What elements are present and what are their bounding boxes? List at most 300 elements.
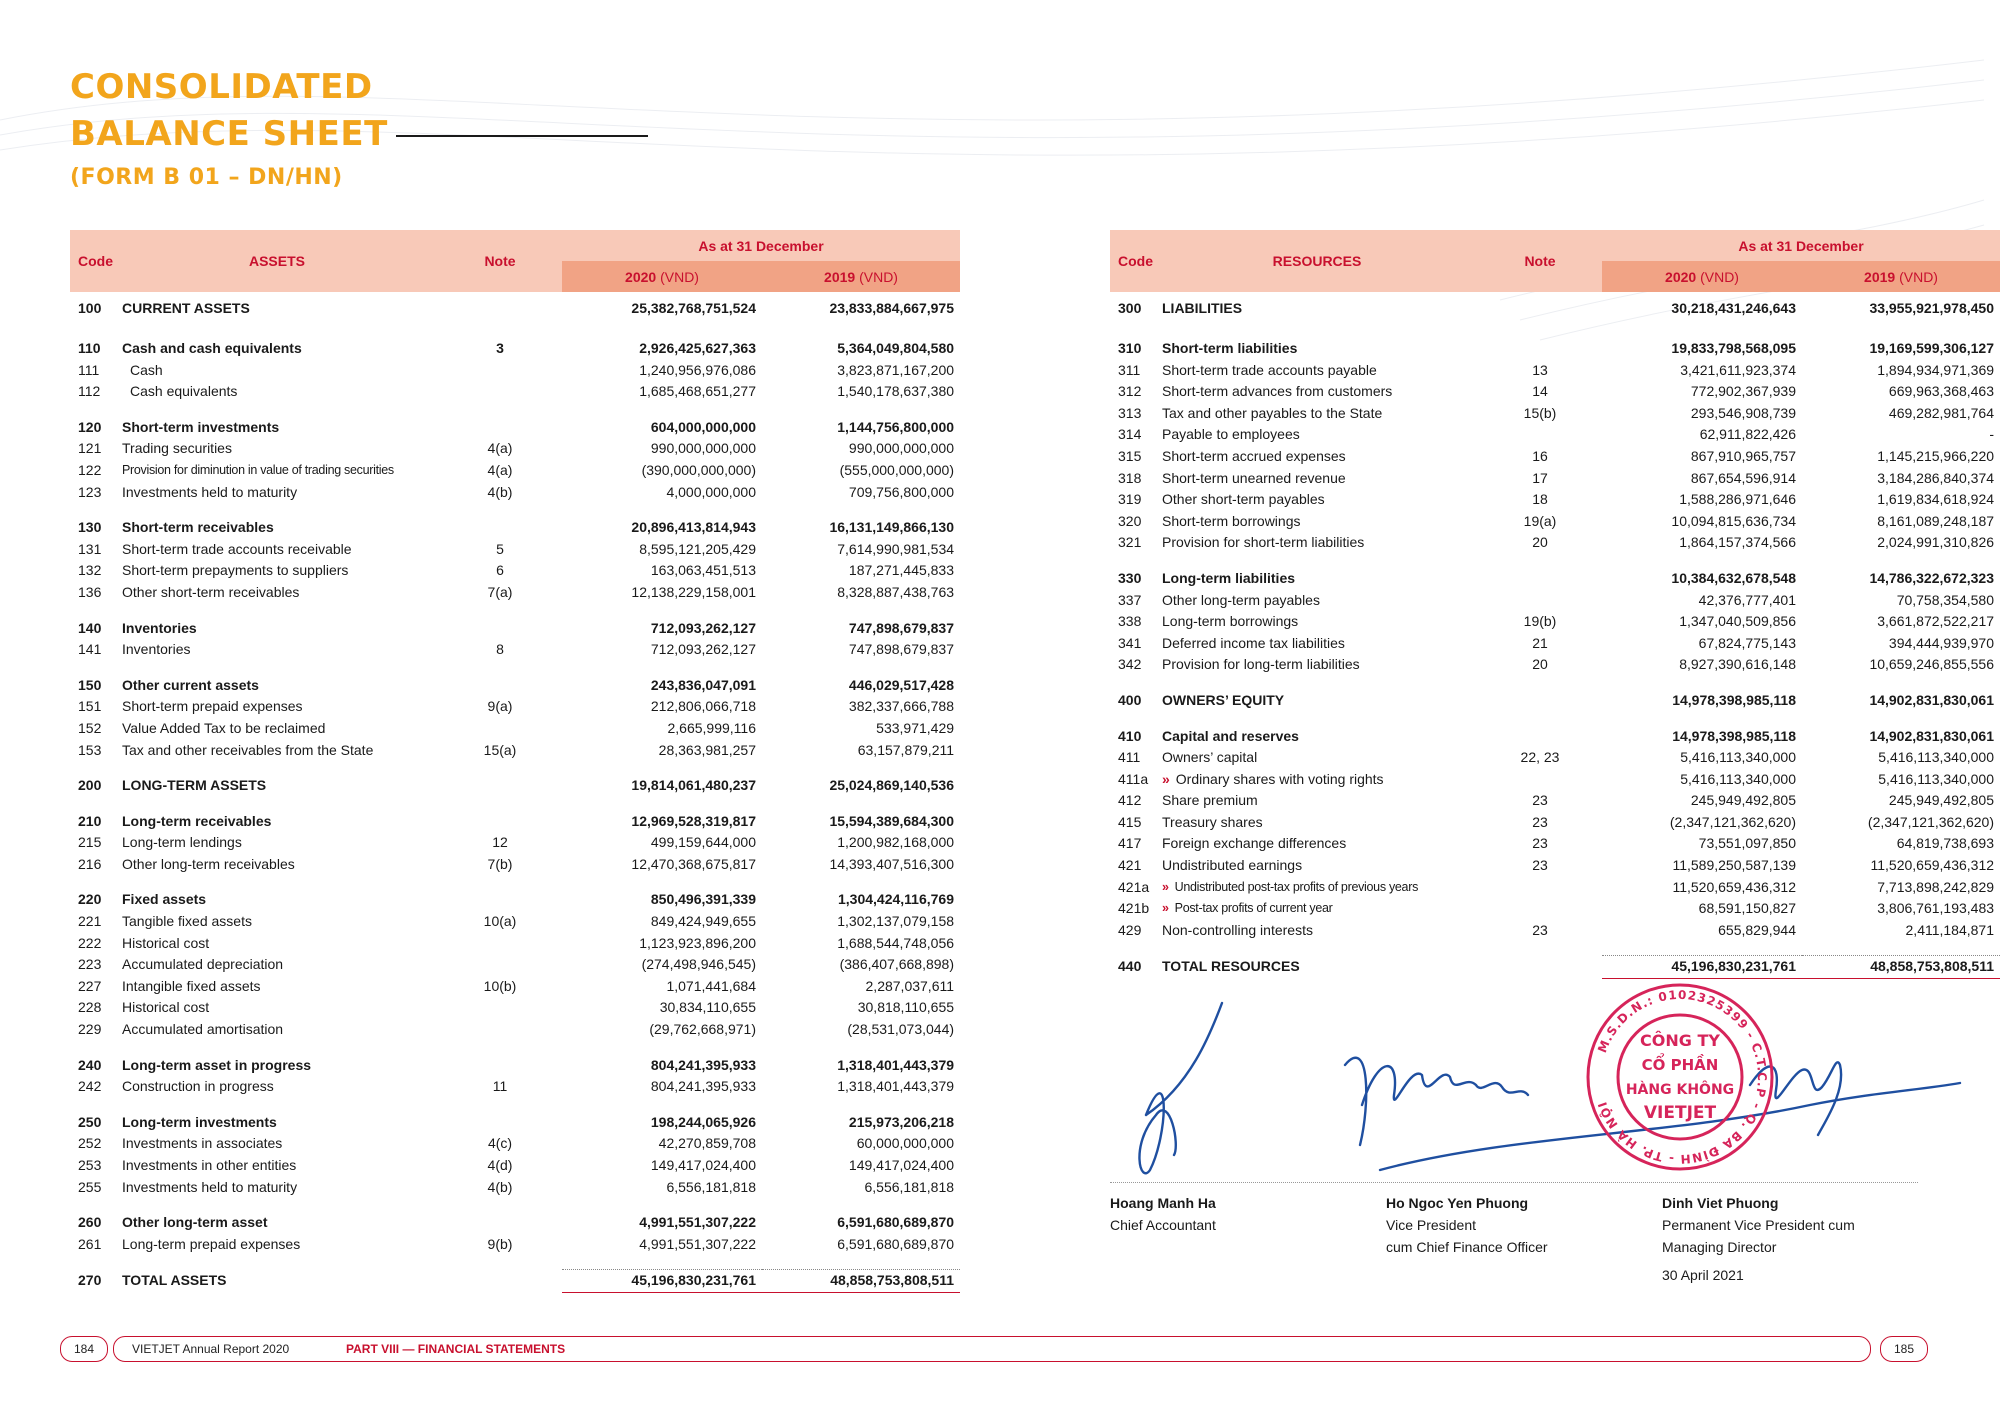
value-2019: 15,594,389,684,300	[829, 812, 955, 829]
row-label: Payable to employees	[1162, 426, 1300, 443]
row-note: 23	[1532, 835, 1548, 852]
row-spacer	[70, 761, 960, 775]
row-code: 410	[1118, 727, 1142, 744]
row-note	[1478, 898, 1602, 920]
row-spacer	[70, 661, 960, 675]
table-row	[70, 832, 960, 854]
row-code: 313	[1118, 404, 1142, 421]
row-label: Foreign exchange differences	[1162, 835, 1347, 852]
title-form-code: (FORM B 01 – DN/HN)	[70, 165, 343, 190]
row-note: 13	[1532, 361, 1548, 378]
value-2020: 8,595,121,205,429	[639, 540, 756, 557]
row-spacer	[70, 1098, 960, 1112]
value-2019: 3,823,871,167,200	[837, 361, 955, 378]
row-code: 141	[78, 641, 102, 658]
row-code: 411	[1118, 749, 1141, 766]
value-2020: 11,589,250,587,139	[1672, 857, 1796, 874]
value-2019: 394,444,939,970	[1888, 634, 1995, 651]
row-code: 223	[78, 956, 102, 973]
table-row-subtotal	[70, 1270, 960, 1293]
row-code: 440	[1118, 958, 1142, 975]
table-row	[1110, 532, 2000, 554]
row-note: 4(d)	[487, 1157, 513, 1173]
value-2020: 712,093,262,127	[650, 641, 756, 658]
table-row-subtotal	[1110, 726, 2000, 748]
table-row	[70, 381, 960, 403]
row-note: 19(a)	[1523, 512, 1557, 529]
value-2019: 23,833,884,667,975	[829, 300, 955, 316]
value-2019: 245,949,492,805	[1888, 792, 1995, 809]
row-code: 315	[1118, 447, 1142, 464]
row-note	[438, 718, 562, 740]
table-row	[70, 954, 960, 976]
row-note: 18	[1532, 491, 1548, 508]
value-2019: 6,591,680,689,870	[837, 1235, 955, 1252]
value-2020: 1,685,468,651,277	[639, 383, 756, 400]
signatory-role: Chief Accountant	[1110, 1217, 1216, 1233]
value-2019: 1,318,401,443,379	[837, 1056, 955, 1073]
table-row-subtotal	[70, 811, 960, 833]
row-label: Intangible fixed assets	[122, 977, 261, 994]
row-label: Other current assets	[122, 676, 259, 693]
value-2019: 747,898,679,837	[848, 641, 955, 658]
row-note	[438, 1019, 562, 1041]
row-label: Short-term advances from customers	[1162, 383, 1393, 400]
row-code: 312	[1118, 383, 1142, 400]
header-year-2019: 2019 (VND)	[1802, 261, 2000, 292]
value-2019: 1,304,424,116,769	[838, 891, 955, 908]
row-label: Short-term investments	[122, 418, 280, 435]
table-row	[70, 1076, 960, 1098]
value-2020: 14,978,398,985,118	[1672, 727, 1796, 744]
row-label: Long-term receivables	[122, 812, 272, 829]
value-2019: 63,157,879,211	[857, 741, 955, 758]
table-row	[70, 438, 960, 460]
row-label: Other long-term payables	[1162, 591, 1320, 608]
row-label: Cash	[130, 361, 163, 378]
row-code: 227	[78, 977, 102, 994]
row-label: Short-term receivables	[122, 519, 274, 536]
row-label: Deferred income tax liabilities	[1162, 634, 1345, 651]
row-label: » Undistributed post-tax profits of previous years	[1162, 879, 1419, 894]
value-2019: 10,659,246,855,556	[1869, 656, 1995, 673]
row-note: 10(b)	[483, 977, 517, 994]
row-code: 221	[78, 913, 102, 930]
row-code: 110	[78, 340, 101, 356]
row-label: Other short-term payables	[1162, 491, 1325, 508]
row-label: Long-term borrowings	[1162, 613, 1299, 630]
assets-table	[70, 230, 960, 1293]
value-2020: 12,969,528,319,817	[631, 812, 756, 829]
value-2019: 1,619,834,618,924	[1877, 491, 1995, 508]
row-code: 417	[1118, 835, 1142, 852]
header-year-2019: 2019 (VND)	[762, 261, 960, 292]
value-2020: 1,240,956,976,086	[639, 361, 756, 378]
value-2019: 149,417,024,400	[848, 1157, 955, 1173]
value-2019: 14,902,831,830,061	[1869, 727, 1995, 744]
row-note	[438, 292, 562, 324]
row-label: Short-term prepaid expenses	[122, 698, 303, 715]
row-note	[438, 933, 562, 955]
value-2019: 187,271,445,833	[848, 562, 955, 579]
value-2019: 709,756,800,000	[848, 483, 955, 500]
value-2020: 14,978,398,985,118	[1672, 691, 1796, 708]
value-2020: 8,927,390,616,148	[1679, 656, 1796, 673]
value-2019: 5,416,113,340,000	[1878, 770, 1995, 787]
row-code: 261	[78, 1235, 102, 1252]
value-2019: -	[1989, 426, 1995, 443]
row-code: 252	[78, 1135, 102, 1152]
row-code: 152	[78, 719, 102, 736]
table-row	[1110, 381, 2000, 403]
row-code: 421a	[1118, 878, 1150, 895]
value-2020: 1,588,286,971,646	[1679, 491, 1796, 508]
table-row	[1110, 877, 2000, 899]
value-2019: 2,287,037,611	[865, 977, 955, 994]
row-note: 21	[1532, 634, 1548, 651]
value-2019: 48,858,753,808,511	[762, 1270, 960, 1293]
row-label: Short-term prepayments to suppliers	[122, 562, 349, 579]
value-2020: 1,347,040,509,856	[1679, 613, 1796, 630]
value-2020: 5,416,113,340,000	[1680, 749, 1796, 766]
table-row-subtotal	[70, 1112, 960, 1134]
row-code: 229	[78, 1021, 102, 1038]
table-row	[1110, 920, 2000, 942]
table-row	[70, 560, 960, 582]
value-2020: 499,159,644,000	[650, 834, 756, 851]
value-2019: 3,661,872,522,217	[1877, 613, 1995, 630]
table-row	[70, 911, 960, 933]
row-code: 220	[78, 891, 102, 908]
table-row	[1110, 633, 2000, 655]
value-2019: 6,591,680,689,870	[837, 1214, 955, 1231]
table-row	[70, 460, 960, 482]
row-label: Short-term trade accounts payable	[1162, 361, 1377, 378]
row-note	[438, 1055, 562, 1077]
row-note	[438, 360, 562, 382]
value-2019: 64,819,738,693	[1896, 835, 1995, 852]
bullet-arrow-icon: »	[1162, 770, 1170, 787]
value-2019: 669,963,368,463	[1888, 383, 1995, 400]
row-label: Accumulated amortisation	[122, 1021, 284, 1038]
value-2019: 8,328,887,438,763	[837, 583, 955, 600]
table-row	[1110, 360, 2000, 382]
row-spacer	[1110, 941, 2000, 956]
row-label: Historical cost	[122, 934, 210, 951]
row-note	[1478, 690, 1602, 712]
row-note	[1478, 590, 1602, 612]
value-2019: 33,955,921,978,450	[1869, 300, 1995, 316]
table-row-subtotal	[70, 675, 960, 697]
value-2020: 12,470,368,675,817	[631, 855, 756, 872]
value-2020: 804,241,395,933	[650, 1078, 756, 1095]
row-label: Short-term unearned revenue	[1162, 469, 1346, 486]
row-label: Long-term liabilities	[1162, 569, 1296, 586]
table-row	[1110, 654, 2000, 676]
row-code: 415	[1118, 813, 1142, 830]
row-code: 421	[1118, 857, 1142, 874]
page-number-left: 184	[60, 1336, 108, 1362]
svg-text:M.S.D.N.: 0102325399 - C.T.C.P: M.S.D.N.: 0102325399 - C.T.C.P - Q. BA ĐÌNH - TP. HÀ NỘI	[1595, 987, 1770, 1167]
row-note: 4(a)	[487, 440, 513, 457]
value-2019: 1,144,756,800,000	[837, 418, 955, 435]
row-note	[1478, 726, 1602, 748]
bullet-arrow-icon: »	[1162, 901, 1169, 916]
svg-text:VIETJET: VIETJET	[1643, 1103, 1717, 1123]
value-2020: 990,000,000,000	[650, 440, 756, 457]
row-label: Provision for short-term liabilities	[1162, 534, 1365, 551]
row-label: Investments held to maturity	[122, 483, 298, 500]
value-2019: 11,520,659,436,312	[1870, 857, 1995, 874]
row-note: 11	[492, 1078, 508, 1095]
row-note: 20	[1532, 534, 1548, 551]
row-note: 23	[1532, 921, 1548, 938]
value-2020: 212,806,066,718	[650, 698, 756, 715]
row-note	[438, 811, 562, 833]
value-2020: 5,416,113,340,000	[1680, 770, 1796, 787]
value-2020: 25,382,768,751,524	[631, 300, 756, 316]
value-2020: 293,546,908,739	[1690, 404, 1796, 421]
value-2019: 14,902,831,830,061	[1869, 691, 1995, 708]
page-title	[70, 64, 648, 196]
row-label: Long-term prepaid expenses	[122, 1235, 301, 1252]
row-code: 123	[78, 483, 102, 500]
value-2020: 10,094,815,636,734	[1671, 512, 1796, 529]
value-2020: 4,000,000,000	[666, 483, 756, 500]
row-label: Cash and cash equivalents	[122, 340, 302, 356]
row-note: 22, 23	[1520, 749, 1560, 766]
row-label: Other long-term receivables	[122, 855, 295, 872]
row-note	[438, 954, 562, 976]
value-2020: 163,063,451,513	[650, 562, 756, 579]
value-2020: 804,241,395,933	[650, 1056, 756, 1073]
row-code: 318	[1118, 469, 1142, 486]
svg-text:CÔNG TY: CÔNG TY	[1640, 1031, 1720, 1050]
row-spacer	[1110, 676, 2000, 690]
table-row-subtotal	[1110, 956, 2000, 979]
row-note: 3	[496, 340, 504, 356]
value-2020: 850,496,391,339	[650, 891, 756, 908]
row-note	[438, 618, 562, 640]
value-2020: 20,896,413,814,943	[631, 519, 756, 536]
footer-report-name: VIETJET Annual Report 2020	[132, 1342, 290, 1356]
title-line-1: CONSOLIDATED	[70, 67, 373, 107]
table-row-subtotal	[70, 338, 960, 360]
signatory-role: Vice President	[1386, 1217, 1477, 1233]
assets-rows	[70, 292, 960, 1292]
row-note: 20	[1532, 656, 1548, 673]
row-label: Long-term lendings	[122, 834, 242, 851]
value-2020: (2,347,121,362,620)	[1669, 813, 1796, 830]
row-spacer	[70, 403, 960, 417]
row-label: » Ordinary shares with voting rights	[1162, 770, 1384, 787]
row-code: 270	[78, 1272, 102, 1289]
row-note: 15(b)	[1523, 404, 1557, 421]
row-label: LIABILITIES	[1162, 300, 1243, 316]
row-label: TOTAL RESOURCES	[1162, 958, 1300, 975]
table-row-subtotal	[70, 1212, 960, 1234]
row-code: 338	[1118, 613, 1142, 630]
value-2019: (28,531,073,044)	[847, 1021, 955, 1038]
value-2019: 2,024,991,310,826	[1877, 534, 1995, 551]
value-2020: 42,270,859,708	[658, 1135, 756, 1152]
signature-divider	[1110, 1182, 1918, 1183]
row-note	[1478, 956, 1602, 979]
value-2020: (29,762,668,971)	[649, 1021, 756, 1038]
row-code: 228	[78, 999, 102, 1016]
row-code: 429	[1118, 921, 1142, 938]
row-note: 6	[496, 562, 504, 579]
row-note	[438, 1112, 562, 1134]
row-spacer	[70, 1041, 960, 1055]
row-note	[438, 1270, 562, 1293]
row-spacer	[70, 503, 960, 517]
row-code: 151	[78, 698, 102, 715]
value-2020: 849,424,949,655	[650, 913, 756, 930]
row-note	[1478, 877, 1602, 899]
row-code: 130	[78, 519, 102, 536]
header-code: Code	[1110, 230, 1156, 292]
row-label: Short-term borrowings	[1162, 512, 1301, 529]
value-2019: 30,818,110,655	[857, 999, 955, 1016]
table-row	[70, 539, 960, 561]
signing-date: 30 April 2021	[1662, 1267, 1744, 1283]
value-2019: 1,894,934,971,369	[1877, 361, 1995, 378]
row-spacer	[1110, 324, 2000, 338]
signatory-name: Ho Ngoc Yen Phuong	[1386, 1195, 1529, 1211]
table-row	[1110, 489, 2000, 511]
table-row	[70, 854, 960, 876]
table-row-subtotal	[1110, 568, 2000, 590]
value-2020: 28,363,981,257	[658, 741, 756, 758]
value-2019: 1,200,982,168,000	[837, 834, 955, 851]
row-spacer	[70, 797, 960, 811]
header-note: Note	[1478, 230, 1602, 292]
row-label: Non-controlling interests	[1162, 921, 1313, 938]
row-code: 255	[78, 1178, 102, 1195]
value-2019: 382,337,666,788	[848, 698, 955, 715]
value-2020: 1,123,923,896,200	[639, 934, 756, 951]
table-row	[70, 1133, 960, 1155]
row-label: Construction in progress	[122, 1078, 274, 1095]
page-number-right: 185	[1880, 1336, 1928, 1362]
header-year-2020: 2020 (VND)	[1602, 261, 1802, 292]
row-code: 132	[78, 562, 102, 579]
row-label: Capital and reserves	[1162, 727, 1299, 744]
value-2020: 245,949,492,805	[1690, 792, 1796, 809]
row-code: 122	[78, 461, 102, 478]
row-code: 215	[78, 834, 102, 851]
value-2020: 6,556,181,818	[666, 1178, 756, 1195]
signatory-role-line-2: Managing Director	[1662, 1239, 1777, 1255]
row-label: Short-term trade accounts receivable	[122, 540, 352, 557]
row-note	[1478, 769, 1602, 791]
row-code: 131	[78, 540, 102, 557]
header-note: Note	[438, 230, 562, 292]
row-code: 310	[1118, 340, 1142, 356]
row-note	[438, 889, 562, 911]
row-label: Other short-term receivables	[122, 583, 300, 600]
table-row	[70, 639, 960, 661]
table-row	[1110, 590, 2000, 612]
row-label: Trading securities	[122, 440, 232, 457]
row-note	[438, 1212, 562, 1234]
value-2019: 469,282,981,764	[1888, 404, 1995, 421]
row-note	[1478, 568, 1602, 590]
value-2020: 772,902,367,939	[1690, 383, 1796, 400]
table-row-subtotal	[70, 517, 960, 539]
row-code: 150	[78, 676, 102, 693]
value-2020: 19,833,798,568,095	[1671, 340, 1796, 356]
row-code: 341	[1118, 634, 1142, 651]
row-note: 4(a)	[487, 461, 513, 478]
header-as-at: As at 31 December	[1602, 230, 2000, 261]
value-2020: 1,071,441,684	[666, 977, 756, 994]
svg-text:CỔ PHẦN: CỔ PHẦN	[1641, 1056, 1719, 1074]
value-2020: 42,376,777,401	[1698, 591, 1796, 608]
table-row	[1110, 747, 2000, 769]
value-2019: 48,858,753,808,511	[1802, 956, 2000, 979]
value-2020: 11,520,659,436,312	[1672, 878, 1796, 895]
svg-text:HÀNG KHÔNG: HÀNG KHÔNG	[1625, 1082, 1735, 1098]
value-2019: 3,806,761,193,483	[1877, 900, 1995, 917]
row-code: 412	[1118, 792, 1142, 809]
table-row	[1110, 769, 2000, 791]
value-2019: 1,318,401,443,379	[837, 1078, 955, 1095]
row-note: 5	[496, 540, 504, 557]
row-note: 9(a)	[487, 698, 513, 715]
company-seal	[1585, 982, 1775, 1172]
value-2019: 60,000,000,000	[856, 1135, 955, 1152]
table-row	[1110, 403, 2000, 425]
title-line-2: BALANCE SHEET	[70, 114, 388, 154]
value-2019: 8,161,089,248,187	[1877, 512, 1995, 529]
value-2019: 5,416,113,340,000	[1878, 749, 1995, 766]
row-note: 23	[1532, 813, 1548, 830]
row-label: Investments in associates	[122, 1135, 283, 1152]
table-row	[1110, 511, 2000, 533]
row-label: Short-term liabilities	[1162, 340, 1298, 356]
row-code: 216	[78, 855, 102, 872]
row-label: OWNERS’ EQUITY	[1162, 691, 1285, 708]
table-row	[70, 1234, 960, 1256]
row-code: 421b	[1118, 900, 1150, 917]
value-2019: 533,971,429	[876, 719, 955, 736]
table-row	[70, 933, 960, 955]
row-note	[438, 417, 562, 439]
table-row	[1110, 898, 2000, 920]
value-2019: 747,898,679,837	[848, 619, 955, 636]
value-2020: 30,218,431,246,643	[1671, 300, 1796, 316]
table-row-subtotal	[70, 1055, 960, 1077]
value-2020: 73,551,097,850	[1698, 835, 1796, 852]
row-label: Historical cost	[122, 999, 210, 1016]
header-as-at: As at 31 December	[562, 230, 960, 261]
row-code: 319	[1118, 491, 1142, 508]
value-2019: (2,347,121,362,620)	[1867, 813, 1995, 830]
row-label: Provision for long-term liabilities	[1162, 656, 1360, 673]
table-row-subtotal	[1110, 690, 2000, 712]
value-2020: 67,824,775,143	[1698, 634, 1796, 651]
row-code: 240	[78, 1056, 102, 1073]
value-2019: 7,614,990,981,534	[837, 540, 955, 557]
value-2019: 70,758,354,580	[1896, 591, 1995, 608]
resources-rows	[1110, 292, 2000, 979]
signatory-managing-director	[1662, 1192, 1855, 1286]
table-row	[1110, 468, 2000, 490]
row-code: 260	[78, 1214, 102, 1231]
value-2020: 68,591,150,827	[1698, 900, 1796, 917]
